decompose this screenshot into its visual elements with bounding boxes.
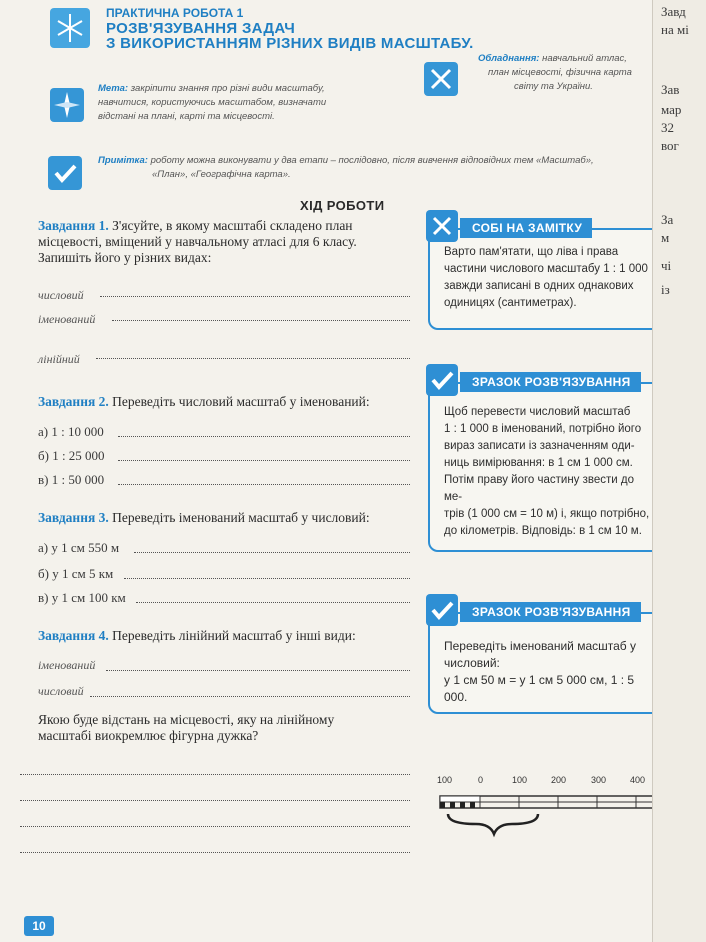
sample-1-line: Щоб перевести числовий масштаб <box>444 406 631 418</box>
answer-line[interactable] <box>118 484 410 485</box>
answer-line[interactable] <box>136 602 410 603</box>
compass-icon <box>50 88 84 122</box>
task-2-label: Завдання 2. <box>38 394 109 409</box>
task-1 <box>38 218 418 266</box>
sample-1-header: ЗРАЗОК РОЗВ'ЯЗУВАННЯ <box>460 372 641 392</box>
goal-line-3: відстані на плані, карті та місцевості. <box>98 111 275 122</box>
task-3-row-a: а) у 1 см 550 м <box>38 540 120 555</box>
pushpin-icon <box>426 210 458 242</box>
title-line-1: РОЗВ'ЯЗУВАННЯ ЗАДАЧ <box>106 20 296 37</box>
edge-text: Зав <box>661 82 680 97</box>
answer-line[interactable] <box>100 296 410 297</box>
equipment-label: Обладнання: <box>478 53 540 64</box>
sample-2-body <box>444 638 652 706</box>
task-1-row-linear: лінійний <box>38 352 80 366</box>
practical-work-number: ПРАКТИЧНА РОБОТА 1 <box>106 6 244 20</box>
task-4-row-numeric: числовий <box>38 684 84 698</box>
title-line-2: З ВИКОРИСТАННЯМ РІЗНИХ ВИДІВ МАСШТАБУ. <box>106 35 474 52</box>
goal-label: Мета: <box>98 83 129 94</box>
procedure-heading: ХІД РОБОТИ <box>300 198 385 213</box>
note-box-line: завжди записані в одних однакових <box>444 280 634 292</box>
note-box-header: СОБІ НА ЗАМІТКУ <box>460 218 592 238</box>
answer-line[interactable] <box>20 800 410 801</box>
edge-text: на мі <box>661 22 689 37</box>
answer-line[interactable] <box>112 320 410 321</box>
edge-text: вог <box>661 138 679 153</box>
sample-solution-box-1 <box>428 375 664 552</box>
edge-text: чі <box>661 258 672 273</box>
sample-1-body <box>444 404 652 540</box>
task-4-label: Завдання 4. <box>38 628 109 643</box>
task-2-row-c: в) 1 : 50 000 <box>38 472 105 487</box>
answer-line[interactable] <box>106 670 410 671</box>
sample-2-line: Переведіть іменований масштаб у <box>444 639 637 653</box>
page-number: 10 <box>24 916 54 936</box>
task-1-line-2: місцевості, вміщений у навчальному атласі для 6 класу. <box>38 234 357 249</box>
sample-1-line: Потім праву його частину звести до ме- <box>444 474 635 503</box>
remark-line-1: роботу можна виконувати у два етапи – послідовно, після вивчення відповідних тем «Масштаб», <box>150 155 594 166</box>
checkmark-icon <box>426 594 458 626</box>
sample-2-line: у 1 см 50 м = у 1 см 5 000 см, 1 : 5 000. <box>444 673 635 704</box>
task-4-question-line-1: Якою буде відстань на місцевості, яку на лінійному <box>38 712 335 727</box>
sample-2-header: ЗРАЗОК РОЗВ'ЯЗУВАННЯ <box>460 602 641 622</box>
edge-text: із <box>661 282 670 297</box>
note-box-body <box>444 244 652 312</box>
task-3 <box>38 510 370 526</box>
linear-scale-figure <box>436 790 686 840</box>
task-4-question <box>38 712 334 744</box>
sample-1-line: вираз записати із зазначенням оди- <box>444 440 635 452</box>
note-box <box>428 221 664 330</box>
task-4-text: Переведіть лінійний масштаб у інші види: <box>112 628 356 643</box>
sample-1-line: 1 : 1 000 в іменований, потрібно його <box>444 423 642 435</box>
answer-line[interactable] <box>90 696 410 697</box>
equipment-note <box>478 52 632 94</box>
task-1-line-3: Запишіть його у різних видах: <box>38 250 212 265</box>
goal-line-1: закріпити знання про різні види масштабу, <box>130 83 325 94</box>
scale-label: 0 <box>478 775 484 785</box>
task-1-line-1: З'ясуйте, в якому масштабі складено план <box>112 218 353 233</box>
answer-line[interactable] <box>20 852 410 853</box>
answer-line[interactable] <box>96 358 410 359</box>
task-2-row-a: а) 1 : 10 000 <box>38 424 104 439</box>
note-box-line: частини числового масштабу 1 : 1 000 <box>444 263 648 275</box>
remark-note <box>98 154 594 182</box>
task-3-row-b: б) у 1 см 5 км <box>38 566 114 581</box>
task-1-row-numeric: числовий <box>38 288 84 302</box>
answer-line[interactable] <box>118 436 410 437</box>
note-box-line: одиницях (сантиметрах). <box>444 297 577 309</box>
task-3-text: Переведіть іменований масштаб у числовий: <box>112 510 370 525</box>
remark-label: Примітка: <box>98 155 148 166</box>
edge-text: м <box>661 230 670 245</box>
tools-icon <box>424 62 458 96</box>
scale-label: 300 <box>591 775 607 785</box>
task-4 <box>38 628 356 644</box>
answer-line[interactable] <box>134 552 410 553</box>
goal-note <box>98 82 326 124</box>
sample-solution-box-2 <box>428 605 664 714</box>
page-title <box>106 6 474 51</box>
edge-text: Завд <box>661 4 686 19</box>
task-3-label: Завдання 3. <box>38 510 109 525</box>
task-2 <box>38 394 370 410</box>
answer-line[interactable] <box>124 578 410 579</box>
sample-1-line: трів (1 000 см = 10 м) і, якщо потрібно, <box>444 508 650 520</box>
task-2-text: Переведіть числовий масштаб у іменований: <box>112 394 370 409</box>
checkmark-icon <box>426 364 458 396</box>
task-4-question-line-2: масштабі виокремлює фігурна дужка? <box>38 728 259 743</box>
task-4-row-named: іменований <box>38 658 96 672</box>
task-1-row-named: іменований <box>38 312 96 326</box>
edge-text: 32 <box>661 120 674 135</box>
task-1-label: Завдання 1. <box>38 218 109 233</box>
answer-line[interactable] <box>20 826 410 827</box>
sample-1-line: ниць вимірювання: в 1 см 1 000 см. <box>444 457 633 469</box>
edge-text: мар <box>661 102 682 117</box>
snowflake-icon <box>50 8 90 48</box>
task-3-row-c: в) у 1 см 100 км <box>38 590 126 605</box>
sample-1-line: до кілометрів. Відповідь: в 1 см 10 м. <box>444 525 642 537</box>
scale-label: 200 <box>551 775 567 785</box>
equipment-line-3: світу та України. <box>514 81 593 92</box>
answer-line[interactable] <box>118 460 410 461</box>
adjacent-page-edge <box>652 0 706 942</box>
note-box-line: Варто пам'ятати, що ліва і права <box>444 246 619 258</box>
task-2-row-b: б) 1 : 25 000 <box>38 448 105 463</box>
remark-line-2: «План», «Географічна карта». <box>152 169 291 180</box>
scale-label: 100 <box>512 775 528 785</box>
edge-text: За <box>661 212 674 227</box>
checkmark-icon <box>48 156 82 190</box>
equipment-line-1: навчальний атлас, <box>542 53 627 64</box>
equipment-line-2: план місцевості, фізична карта <box>488 67 632 78</box>
sample-2-line: числовий: <box>444 656 500 670</box>
goal-line-2: навчитися, користуючись масштабом, визначати <box>98 97 327 108</box>
answer-line[interactable] <box>20 774 410 775</box>
scale-label: 100 <box>437 775 453 785</box>
scale-label: 400 <box>630 775 646 785</box>
